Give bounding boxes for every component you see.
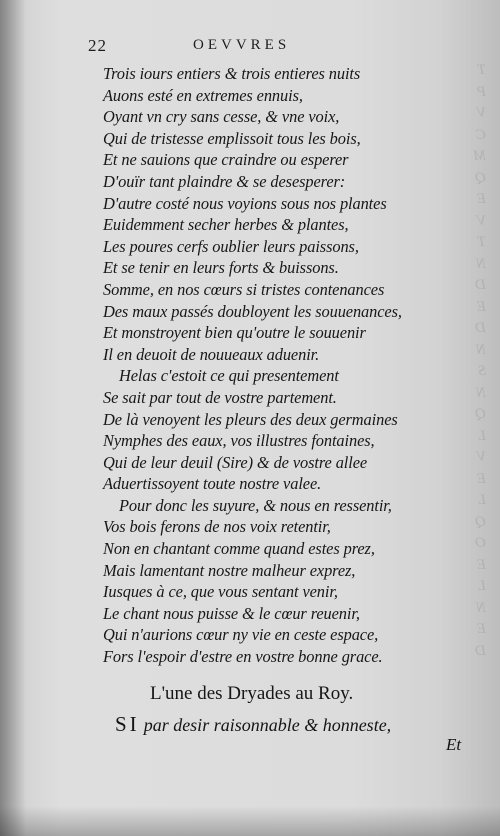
verse-line: Vos bois ferons de nos voix retentir, — [103, 517, 331, 537]
verse-line: Et monstroyent bien qu'outre le souuenir — [103, 323, 366, 343]
verse-line: Fors l'espoir d'estre en vostre bonne grace. — [103, 647, 383, 667]
verse-line: Trois iours entiers & trois entieres nuits — [103, 64, 361, 83]
verse-line: Et se tenir en leurs forts & buissons. — [103, 258, 339, 278]
verse-line: Il en deuoit de nouueaux aduenir. — [103, 344, 320, 364]
verse-line: D'autre costé nous voyions sous nos plantes — [103, 193, 387, 213]
verse-line: Non en chantant comme quand estes prez, — [103, 539, 375, 559]
verse-line: D'ouïr tant plaindre & se desesperer: — [103, 171, 346, 191]
verse-line: Aduertissoyent toute nostre valee. — [103, 474, 322, 494]
verse-line: Mais lamentant nostre malheur exprez, — [103, 560, 356, 580]
verse-line: Des maux passés doubloyent les souuenances, — [103, 301, 402, 321]
verse-line: Le chant nous puisse & le cœur reuenir, — [103, 603, 360, 623]
show-through-text: T P V C M Q E V T N D E D N S N Q L V E L Q O E L N E D — [473, 62, 486, 659]
opening-verse — [115, 712, 391, 737]
verse-line: Oyant vn cry sans cesse, & vne voix, — [103, 107, 340, 127]
verse-line: Nymphes des eaux, vos illustres fontaines, — [103, 431, 375, 451]
verse-line: Iusques à ce, que vous sentant venir, — [103, 582, 338, 602]
verse-line: Qui n'aurions cœur ny vie en ceste espace, — [103, 625, 379, 645]
running-title: OEVVRES — [193, 37, 291, 53]
verse-line: Somme, en nos cœurs si tristes contenances — [103, 279, 385, 299]
section-title: L'une des Dryades au Roy. — [150, 683, 354, 704]
verse-line: Auons esté en extremes ennuis, — [103, 85, 303, 105]
verse-line: Pour donc les suyure, & nous en ressentir, — [119, 495, 392, 515]
verse-line: Et ne sauions que craindre ou esperer — [103, 150, 349, 170]
verse-line: Se sait par tout de vostre partement. — [103, 387, 337, 407]
verse-line: Les poures cerfs oublier leurs paissons, — [103, 236, 359, 256]
page-header — [88, 36, 408, 60]
verse-line: Qui de tristesse emplissoit tous les bois, — [103, 128, 361, 148]
verse-line: De là venoyent les pleurs des deux germaines — [103, 409, 398, 429]
opening-verse-text: par desir raisonnable & honneste, — [143, 715, 392, 735]
page-number: 22 — [88, 36, 107, 55]
catchword: Et — [446, 735, 462, 754]
verse-line: Helas c'estoit ce qui presentement — [119, 366, 339, 386]
poem-body — [103, 63, 423, 668]
bottom-shadow — [0, 806, 500, 836]
verse-line: Qui de leur deuil (Sire) & de vostre allee — [103, 452, 368, 472]
verse-line: Euidemment secher herbes & plantes, — [103, 215, 349, 235]
drop-initial: SI — [115, 712, 140, 736]
gutter-shadow — [0, 0, 26, 836]
